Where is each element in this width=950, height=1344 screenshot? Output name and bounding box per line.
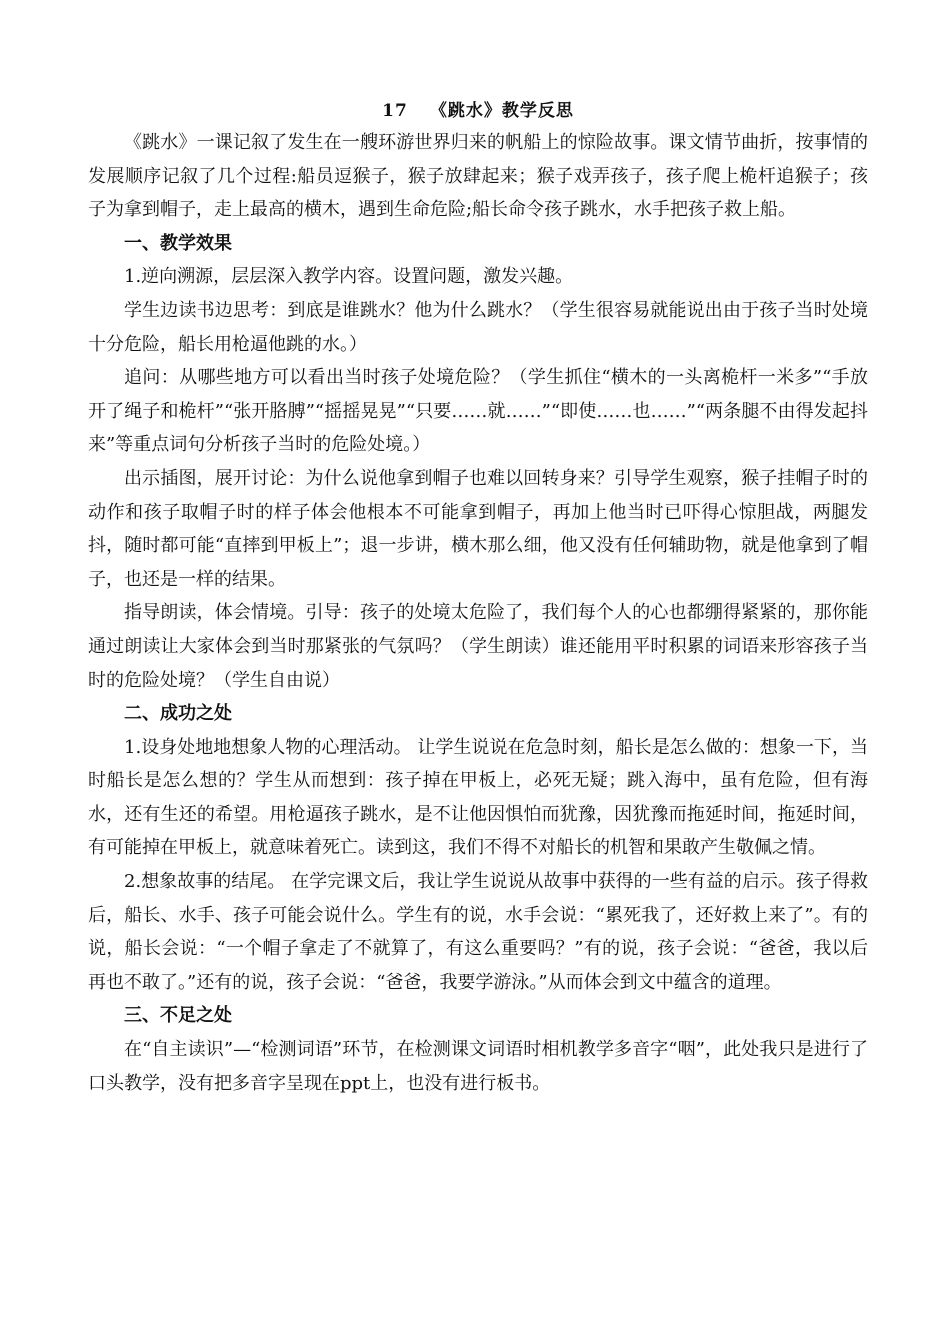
title-text: 《跳水》教学反思 [429,101,574,121]
paragraph: 在“自主读识”—“检测词语”环节，在检测课文词语时相机教学多音字“咽”，此处我只是进行了口头教学，没有把多音字呈现在ppt上，也没有进行板书。 [88,1039,868,1094]
section-heading-effect: 一、教学效果 [124,232,232,254]
paragraph: 追问：从哪些地方可以看出当时孩子处境危险？（学生抓住“横木的一头离桅杆一米多”“手放开了绳子和桅杆”“张开胳膊”“摇摇晃晃”“只要……就……”“即使……也……”“两条腿不由得发起抖来”等重点词句分析孩子当时的危险处境。） [88,367,868,456]
paragraph: 指导朗读，体会情境。引导：孩子的处境太危险了，我们每个人的心也都绷得紧紧的，那你能通过朗读让大家体会到当时那紧张的气氛吗？（学生朗读）谁还能用平时积累的词语来形容孩子当时的危险处境？（学生自由说） [88,602,868,691]
paragraph: 学生边读书边思考：到底是谁跳水？他为什么跳水？（学生很容易就能说出由于孩子当时处境十分危险，船长用枪逼他跳的水。） [88,299,868,355]
document-page [88,96,868,1100]
intro-paragraph: 《跳水》一课记叙了发生在一艘环游世界归来的帆船上的惊险故事。课文情节曲折，按事情的发展顺序记叙了几个过程:船员逗猴子，猴子放肆起来；猴子戏弄孩子，孩子爬上桅杆追猴子；孩子为拿到帽子，走上最高的横木，遇到生命危险;船长命令孩子跳水，水手把孩子救上船。 [88,132,868,221]
title-number: 17 [382,101,408,121]
paragraph: 2.想象故事的结尾。 在学完课文后，我让学生说说从故事中获得的一些有益的启示。孩子得救后，船长、水手、孩子可能会说什么。学生有的说，水手会说：“累死我了，还好救上来了”。有的说，船长会说：“一个帽子拿走了不就算了，有这么重要吗？”有的说，孩子会说：“爸爸，我以后再也不敢了。”还有的说，孩子会说：“爸爸，我要学游泳。”从而体会到文中蕴含的道理。 [88,871,868,993]
paragraph: 出示插图，展开讨论：为什么说他拿到帽子也难以回转身来？引导学生观察，猴子挂帽子时的动作和孩子取帽子时的样子体会他根本不可能拿到帽子，再加上他当时已吓得心惊胆战，两腿发抖，随时都可能“直摔到甲板上”；退一步讲，横木那么细，他又没有任何辅助物，就是他拿到了帽子，也还是一样的结果。 [88,467,868,590]
section-heading-shortcoming: 三、不足之处 [124,1005,232,1027]
section-heading-success: 二、成功之处 [124,703,232,725]
document-title [88,96,868,126]
paragraph: 1.逆向溯源，层层深入教学内容。设置问题，激发兴趣。 [124,266,574,288]
paragraph: 1.设身处地地想象人物的心理活动。 让学生说说在危急时刻，船长是怎么做的：想象一下，当时船长是怎么想的？学生从而想到：孩子掉在甲板上，必死无疑；跳入海中，虽有危险，但有海水，还有生还的希望。用枪逼孩子跳水，是不让他因惧怕而犹豫，因犹豫而拖延时间，拖延时间，有可能掉在甲板上，就意味着死亡。读到这，我们不得不对船长的机智和果敢产生敬佩之情。 [88,736,868,859]
